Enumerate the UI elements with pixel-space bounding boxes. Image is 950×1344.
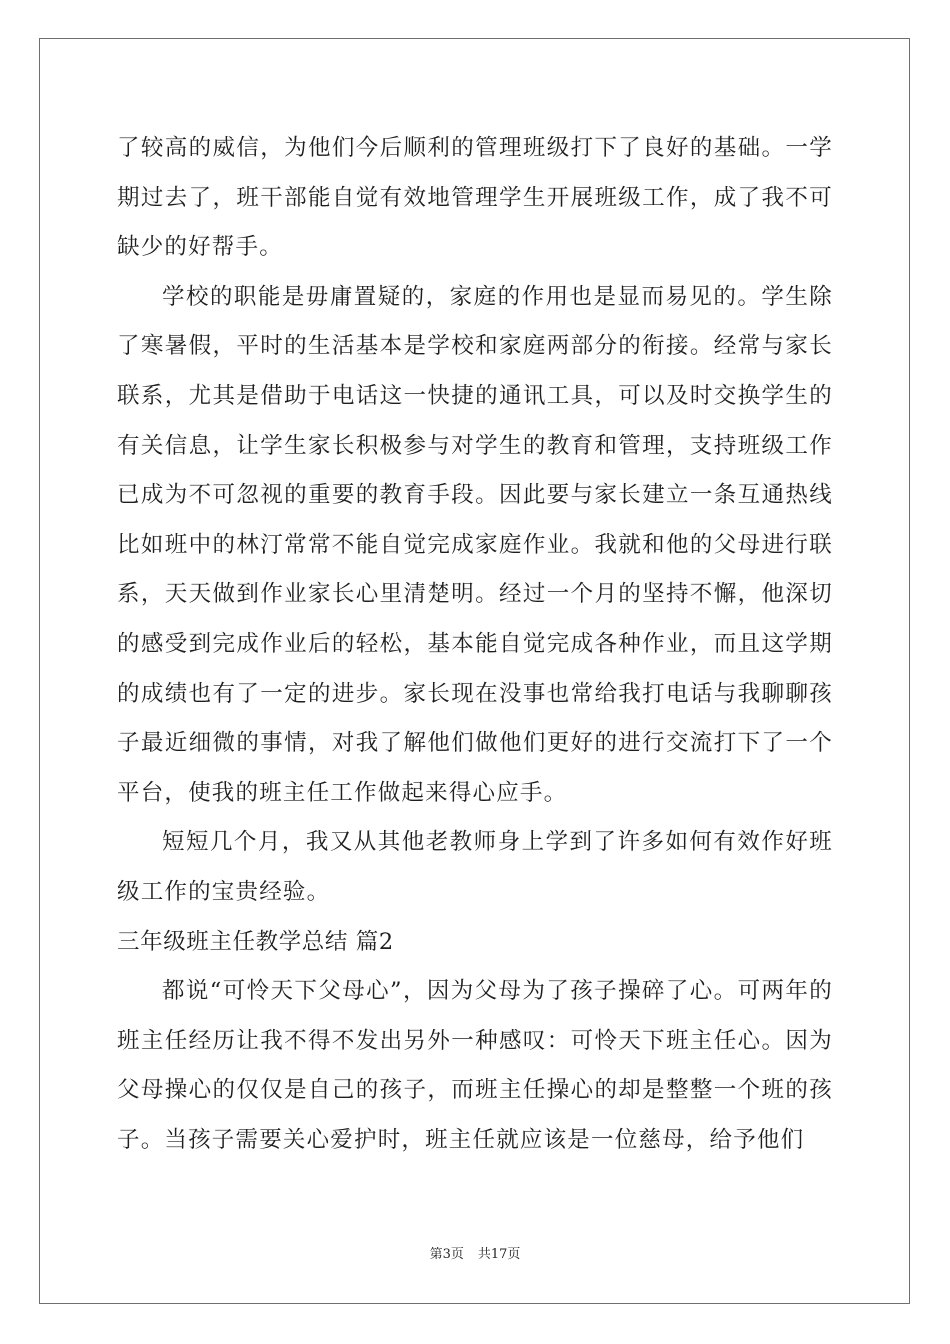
paragraph-family-contact: 学校的职能是毋庸置疑的，家庭的作用也是显而易见的。学生除了寒暑假，平时的生活基本是学校和家庭两部分的衔接。经常与家长联系，尤其是借助于电话这一快捷的通讯工具，可以及时交换学生的有关信息，让学生家长积极参与对学生的教育和管理，支持班级工作已成为不可忽视的重要的教育手段。因此要与家长建立一条互通热线比如班中的林汀常常不能自觉完成家庭作业。我就和他的父母进行联系，天天做到作业家长心里清楚明。经过一个月的坚持不懈，他深切的感受到完成作业后的轻松，基本能自觉完成各种作业，而且这学期的成绩也有了一定的进步。家长现在没事也常给我打电话与我聊聊孩子最近细微的事情，对我了解他们做他们更好的进行交流打下了一个平台，使我的班主任工作做起来得心应手。 [117, 283, 833, 806]
paragraph-section-intro: 都说“可怜天下父母心”，因为父母为了孩子操碎了心。可两年的班主任经历让我不得不发出另外一种感叹：可怜天下班主任心。因为父母操心的仅仅是自己的孩子，而班主任操心的却是整整一个班的孩子。当孩子需要关心爱护时，班主任就应该是一位慈母，给予他们 [117, 978, 833, 1153]
paragraph-continued: 了较高的威信，为他们今后顺利的管理班级打下了良好的基础。一学期过去了，班干部能自觉有效地管理学生开展班级工作，成了我不可缺少的好帮手。 [117, 135, 833, 261]
document-body [117, 124, 833, 1165]
page-number: 第3页 [429, 1247, 464, 1262]
page-footer [0, 1243, 950, 1262]
section-heading: 三年级班主任教学总结 篇2 [117, 928, 394, 955]
paragraph-experience: 短短几个月，我又从其他老教师身上学到了许多如何有效作好班级工作的宝贵经验。 [117, 829, 833, 905]
page-total: 共17页 [477, 1247, 521, 1262]
